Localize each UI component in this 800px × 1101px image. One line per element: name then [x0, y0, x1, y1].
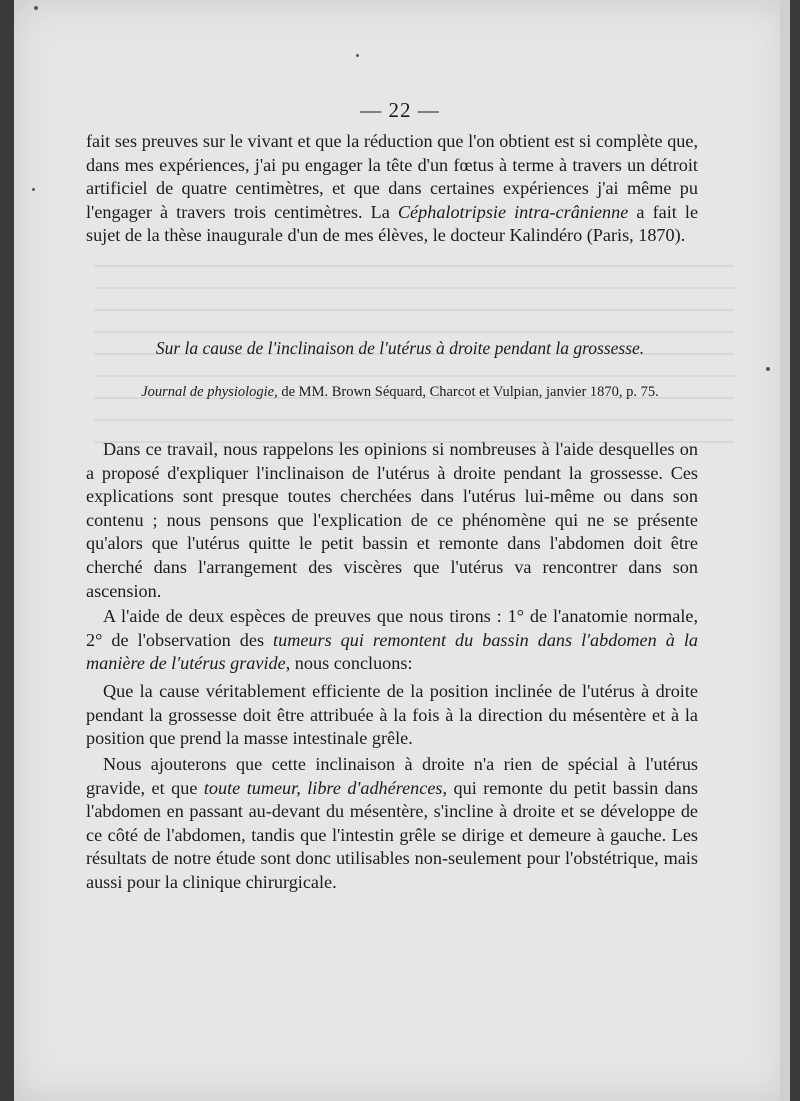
- page-number: — 22 —: [360, 98, 440, 122]
- paragraph-1-text-a: fait ses preuves sur le vivant et que la réduction que l'on obtient est si complète que, dans mes expériences, j'ai pu engager la tête d'un fœtus à terme à travers un détroit artificiel de quatre centimètres, et que dans certaines expériences j'ai même pu l'engager à travers trois centimètres. La: [86, 131, 698, 222]
- paragraph-2: Dans ce travail, nous rappelons les opinions si nombreuses à l'aide desquelles on a proposé d'expliquer l'inclinaison de l'utérus à droite pendant la grossesse. Ces explications sont presque toutes cherchées dans l'utérus lui-même ou dans son contenu ; nous pensons que l'explication de ce phénomène qui ne se présente qu'alors que l'utérus quitte le petit bassin et remonte dans l'abdomen doit être cherché dans l'arrangement des viscères que l'utérus va rencontrer dans son ascension.: [86, 439, 698, 601]
- citation-details: de MM. Brown Séquard, Charcot et Vulpian, janvier 1870, p. 75.: [277, 384, 659, 400]
- citation: [0, 384, 800, 401]
- citation-journal: Journal de physiologie,: [141, 384, 278, 400]
- dust-speck: [32, 188, 35, 191]
- paragraph-3: [86, 605, 698, 676]
- paragraph-5-text-a: Nous ajouterons que cette inclinaison à droite n'a rien de spécial à l'utérus gravide, et que: [86, 754, 698, 798]
- dust-speck: [356, 54, 359, 57]
- dust-speck: [766, 367, 770, 371]
- paragraph-3-text-c: , nous concluons:: [285, 653, 413, 674]
- paragraph-3-text-a: A l'aide de deux espèces de preuves que nous tirons : 1° de l'anatomie normale, 2° de l'observation des: [86, 606, 698, 650]
- dust-speck: [34, 6, 38, 10]
- paragraph-1: [86, 130, 698, 248]
- paragraph-3-italic: tumeurs qui remontent du bassin dans l'abdomen à la manière de l'utérus gravide: [86, 629, 699, 674]
- paragraph-1-italic: Céphalotripsie intra-crânienne: [397, 201, 629, 222]
- paragraph-5-text-c: , qui remonte du petit bassin dans l'abdomen en passant au-devant du mésentère, s'incline à droite et se développe de ce côté de l'abdomen, tandis que l'intestin grêle se dirige et demeure à gauche. Les résultats de notre étude sont donc utilisables non-seulement pour l'obstétrique, mais aussi pour la clinique chirurgicale.: [86, 777, 698, 892]
- paragraph-4: Que la cause véritablement efficiente de la position inclinée de l'utérus à droite pendant la grossesse doit être attribuée à la fois à la direction du mésentère et à la position que prend la masse intestinale grêle.: [86, 681, 698, 749]
- paragraph-5: [86, 753, 698, 895]
- paragraph-1-text-c: a fait le sujet de la thèse inaugurale d'un de mes élèves, le docteur Kalindéro (Paris, 1870).: [86, 201, 699, 246]
- section-title: Sur la cause de l'inclinaison de l'utérus à droite pendant la grossesse.: [155, 338, 645, 358]
- paragraph-5-italic: toute tumeur, libre d'adhérences: [203, 777, 443, 798]
- page-edge-shadow: [780, 0, 790, 1101]
